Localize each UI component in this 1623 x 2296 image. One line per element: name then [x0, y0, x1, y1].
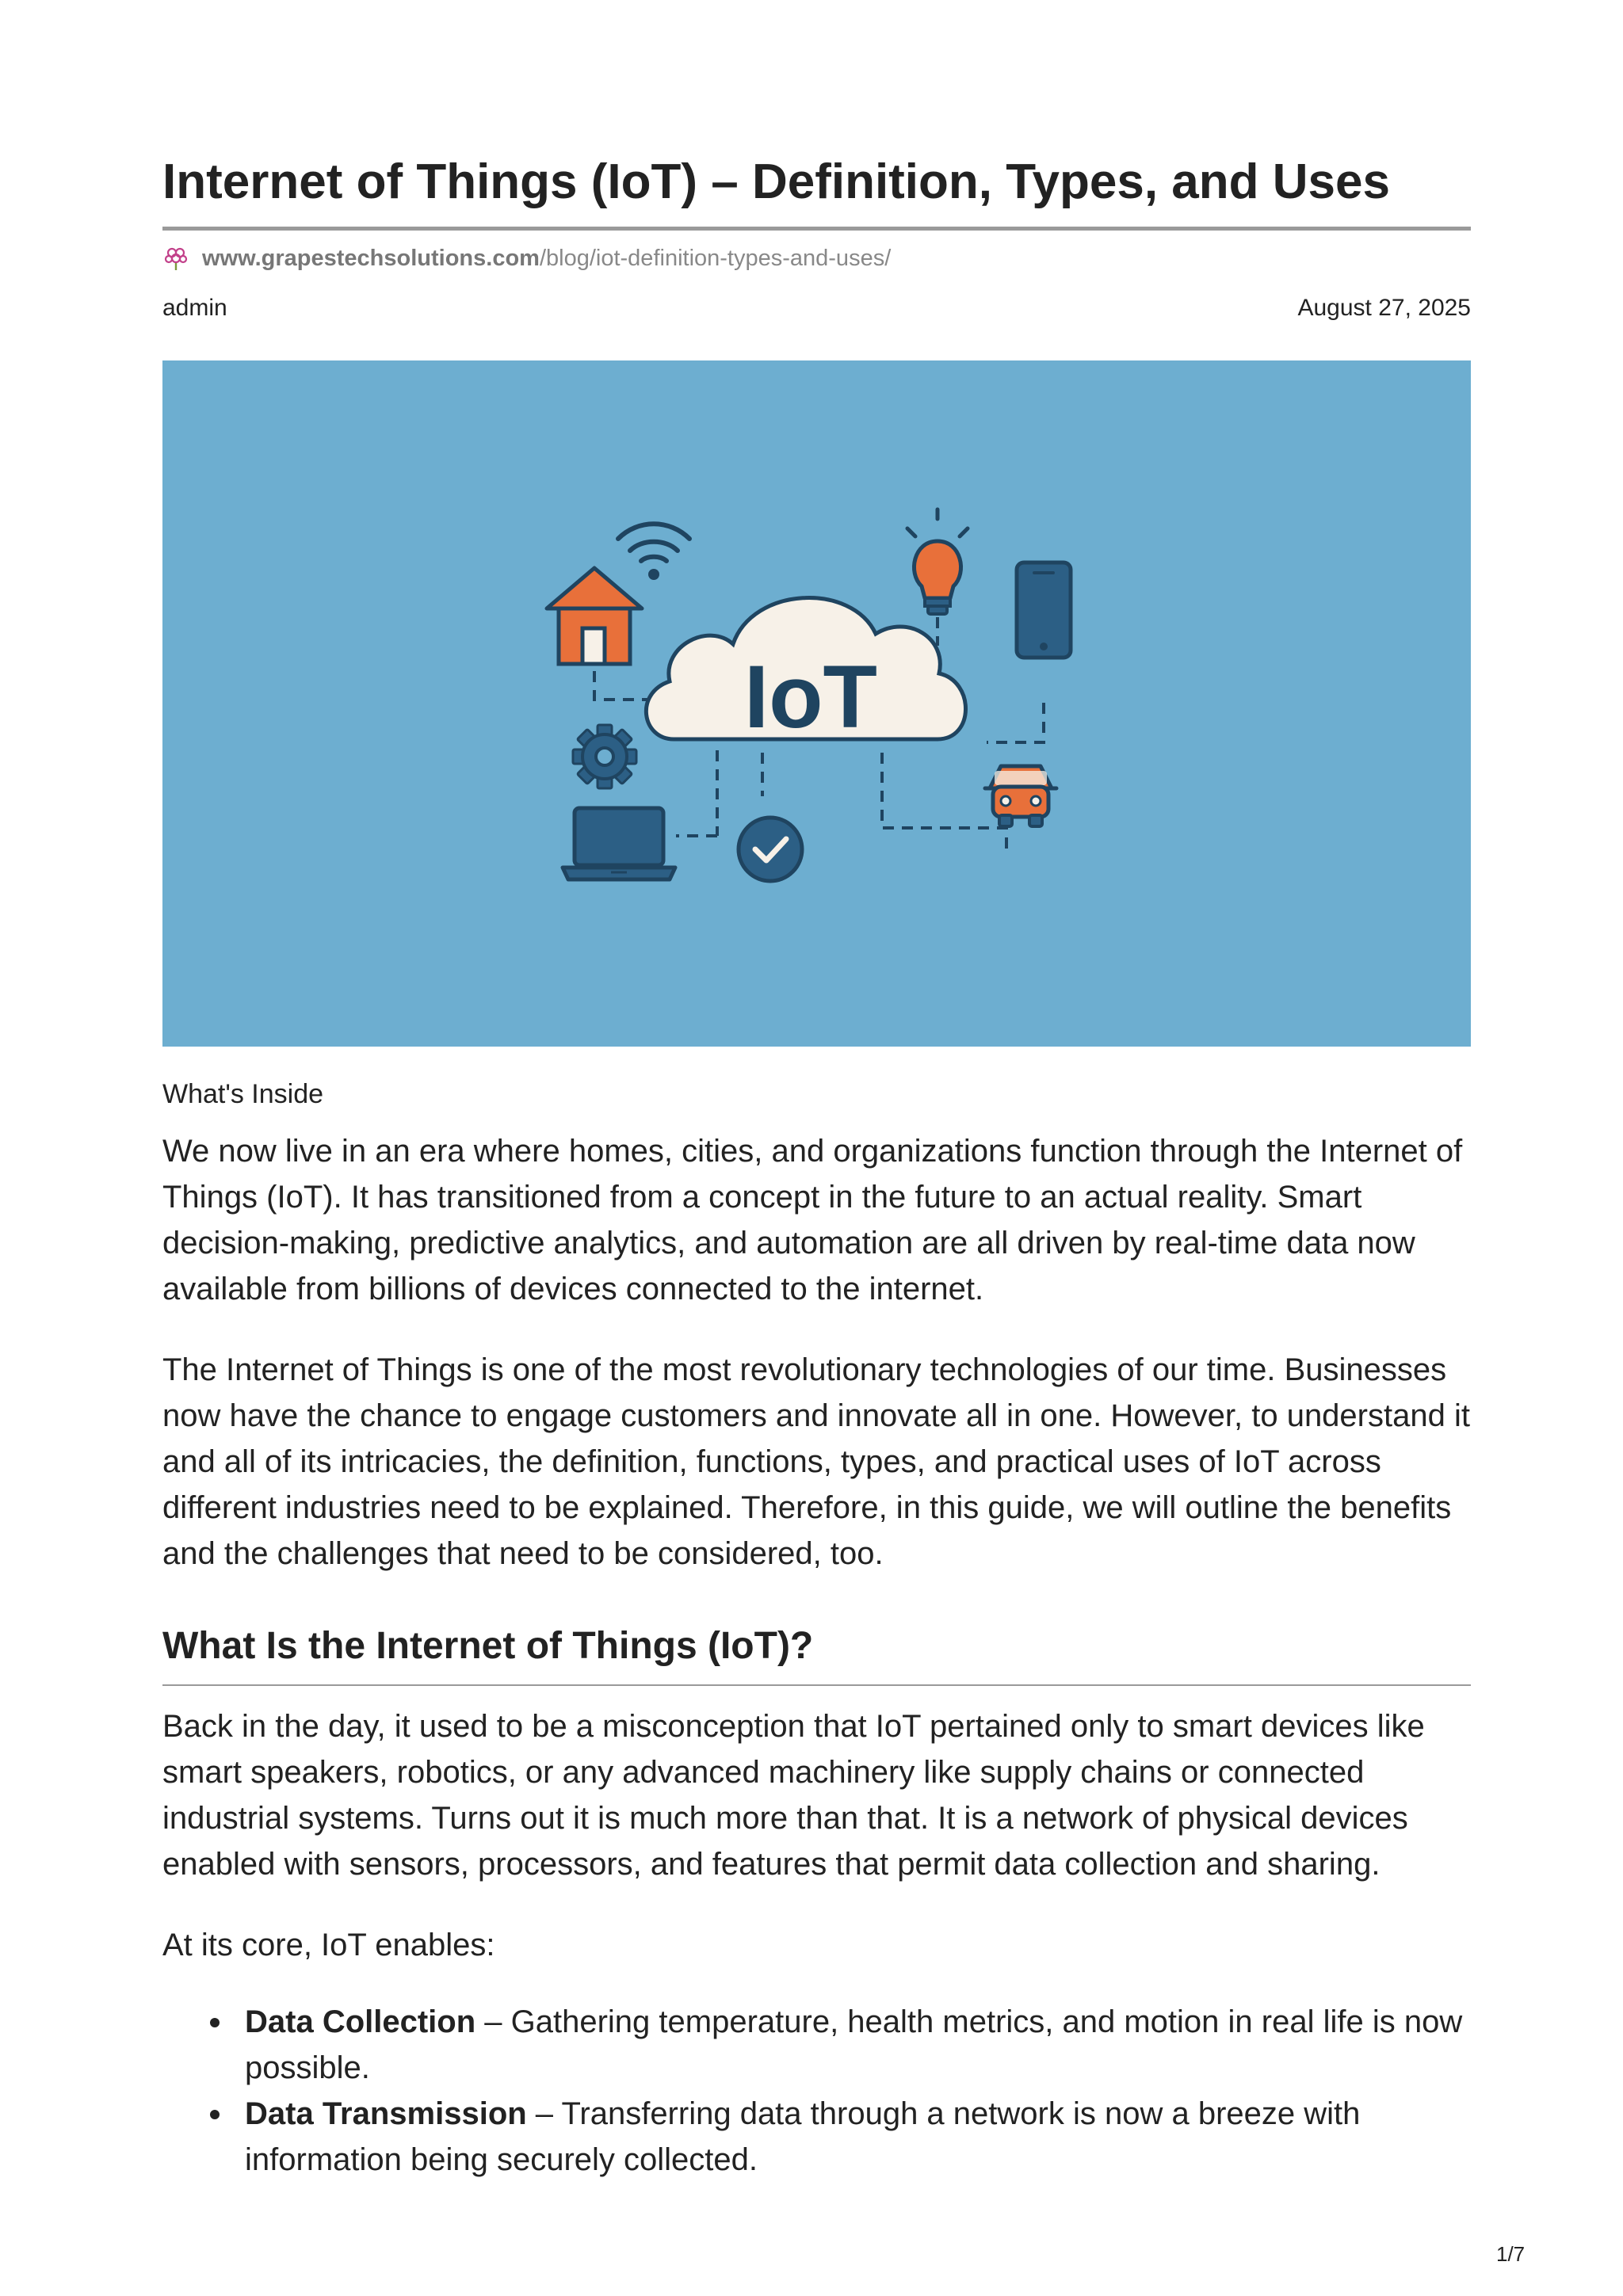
title-divider	[162, 227, 1471, 231]
bullet-icon	[210, 2110, 220, 2119]
wifi-dot	[648, 569, 659, 580]
section-paragraph: Back in the day, it used to be a misconception that IoT pertained only to smart devices like smart speakers, robotics, or any advanced machinery like supply chains or connected industrial systems. Turns out it is much more than that. It is a network of physical devices enabled with sensors, processors, and features that permit data collection and sharing.	[162, 1709, 1425, 1882]
whats-inside-toggle[interactable]: What's Inside	[162, 1079, 324, 1109]
cloud-icon	[646, 598, 965, 746]
list-item	[162, 2091, 1471, 2183]
cloud-label: IoT	[744, 647, 877, 746]
section-divider	[162, 1684, 1471, 1686]
page-number: 1/7	[1496, 2242, 1526, 2266]
list-item-term: Data Transmission	[245, 2096, 527, 2131]
author-name: admin	[162, 295, 227, 321]
smartphone-icon	[1017, 563, 1071, 658]
source-domain: www.grapestechsolutions.com	[202, 245, 540, 271]
connector-house	[594, 671, 658, 700]
section-lead-in: At its core, IoT enables:	[162, 1928, 495, 1962]
article-title: Internet of Things (IoT) – Definition, Types, and Uses	[162, 154, 1390, 209]
source-url[interactable]	[162, 242, 891, 274]
list-item-term: Data Collection	[245, 2004, 476, 2039]
list-item-text: – Gathering temperature, health metrics, and motion in real life is now possible.	[245, 2004, 1463, 2085]
section-heading: What Is the Internet of Things (IoT)?	[162, 1625, 814, 1667]
source-path: /blog/iot-definition-types-and-uses/	[539, 245, 892, 271]
house-icon	[547, 568, 642, 664]
connector-car	[882, 753, 1006, 850]
laptop-icon	[563, 808, 675, 879]
connector-phone	[987, 703, 1044, 742]
car-icon	[985, 766, 1056, 826]
intro-paragraph-1: We now live in an era where homes, cities, and organizations function through the Internet of Things (IoT). It has transitioned from a concept in the future to an actual reality. Smart decision-making, predictive analytics, and automation are all driven by real-time data now available from billions of devices connected to the internet.	[162, 1134, 1463, 1306]
gear-icon	[573, 725, 636, 788]
wifi-icon	[618, 524, 689, 561]
checkmark-icon	[739, 818, 802, 881]
intro-paragraph-2: The Internet of Things is one of the most revolutionary technologies of our time. Businesses now have the chance to engage customers and innovate all in one. However, to understand it and all of its intricacies, the definition, functions, types, and practical uses of IoT across different industries need to be explained. Therefore, in this guide, we will outline the benefits and the challenges that need to be considered, too.	[162, 1352, 1470, 1571]
grape-logo-icon	[162, 244, 191, 273]
lightbulb-icon	[907, 509, 968, 614]
iot-illustration	[162, 360, 1471, 1047]
enables-list	[162, 1999, 1471, 2183]
list-item	[162, 1999, 1471, 2091]
publish-date: August 27, 2025	[1297, 295, 1471, 321]
bullet-icon	[210, 2018, 220, 2027]
hero-image	[162, 360, 1471, 1047]
list-item-text: – Transferring data through a network is now a breeze with information being securely collected.	[245, 2096, 1361, 2177]
